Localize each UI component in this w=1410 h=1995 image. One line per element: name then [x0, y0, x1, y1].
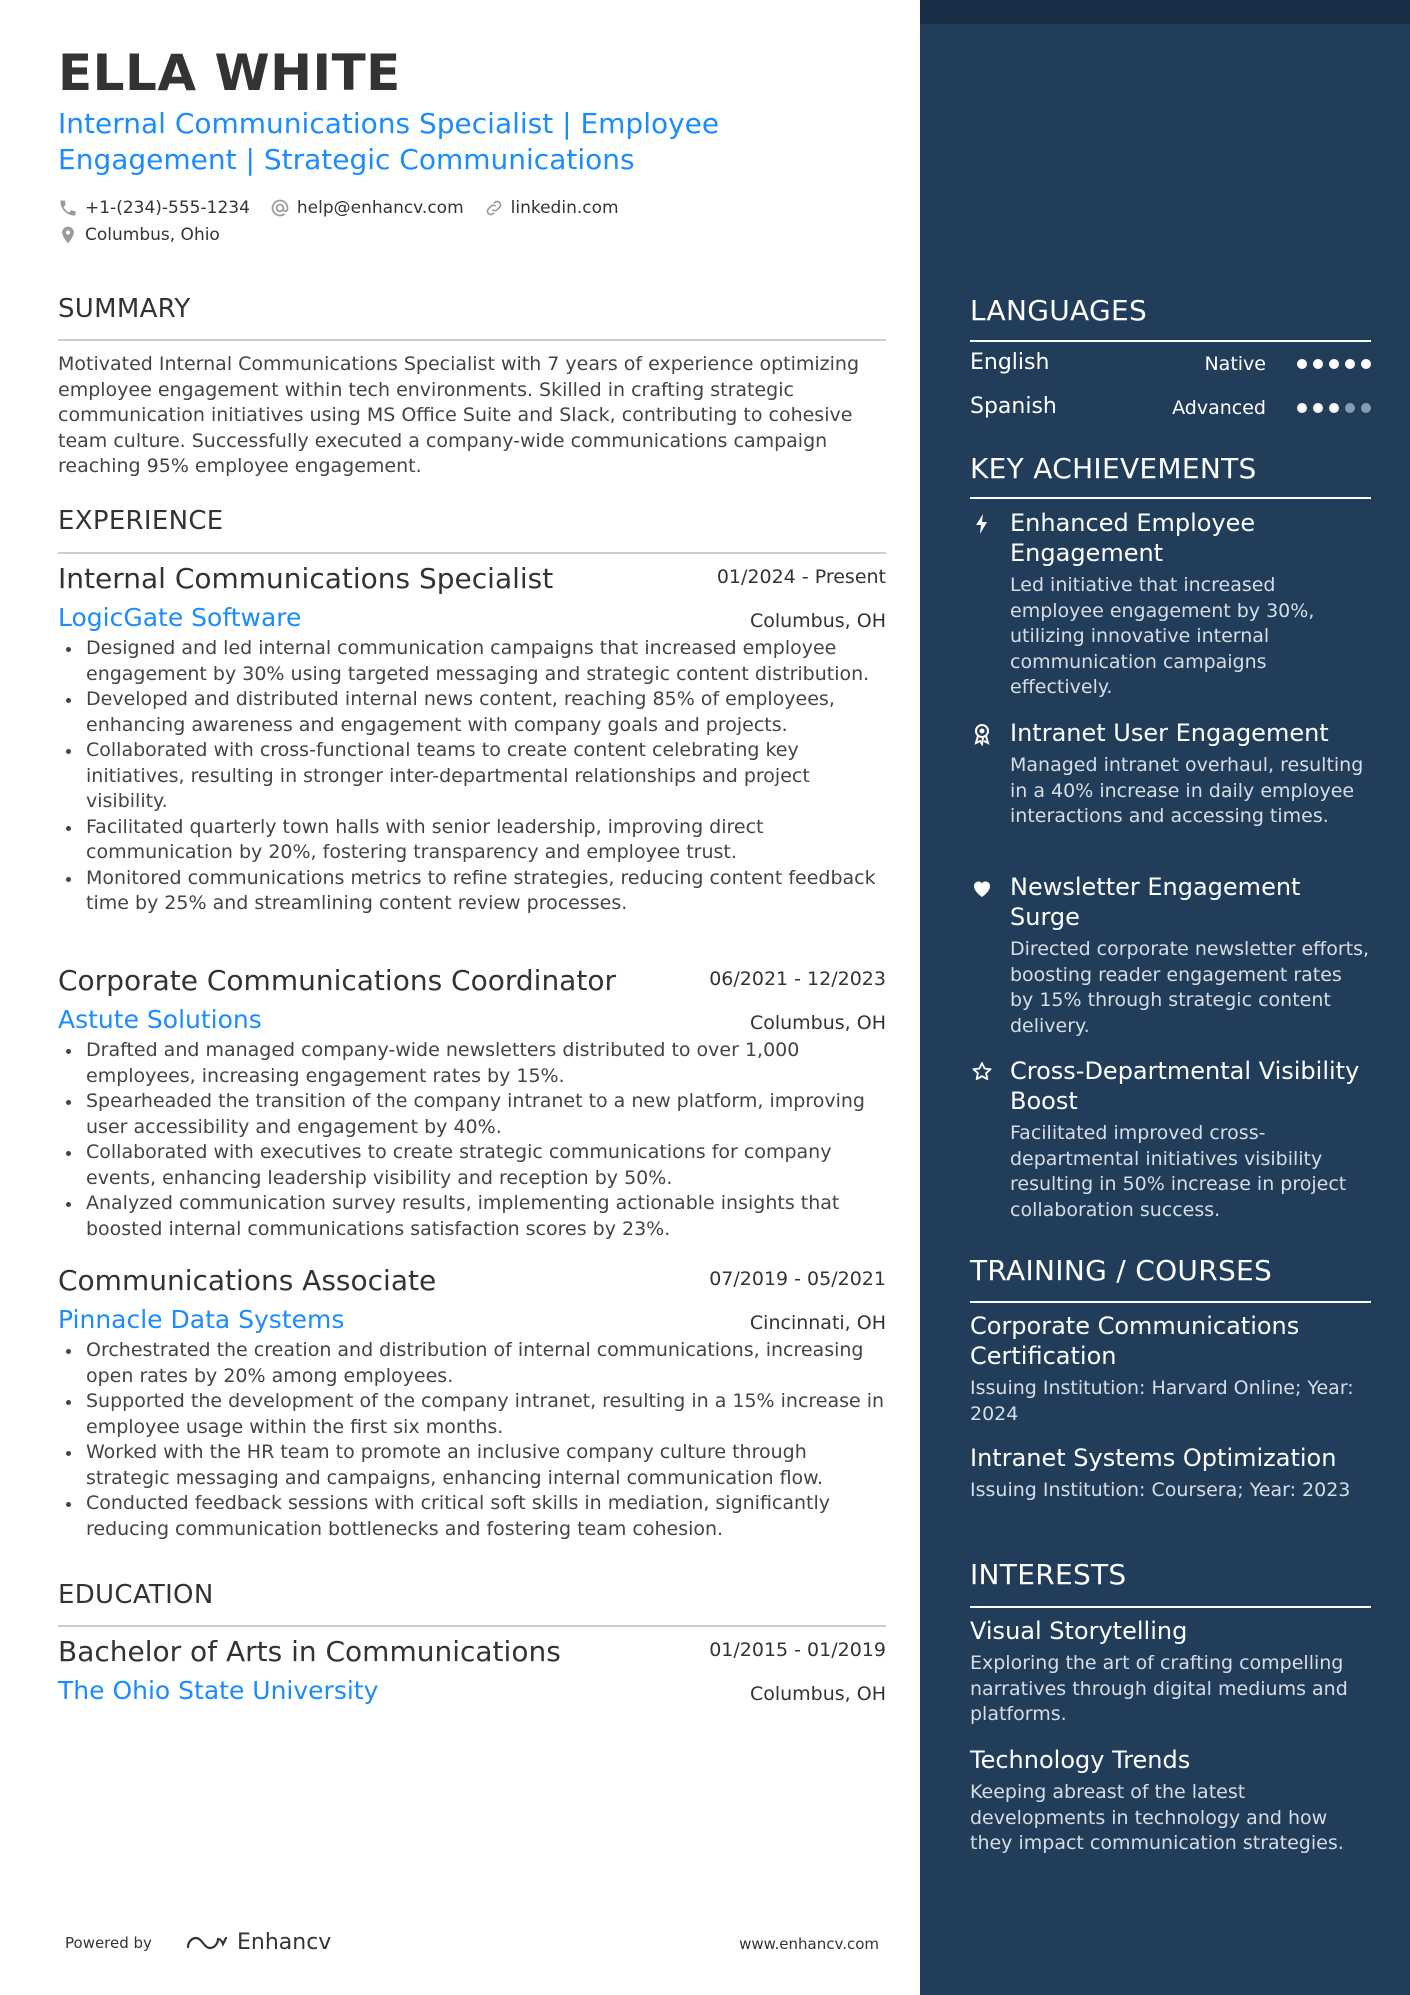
- interest-item: [970, 1616, 1371, 1728]
- email-text[interactable]: help@enhancv.com: [296, 197, 464, 218]
- language-level: Advanced: [1172, 397, 1266, 419]
- interests-divider: [970, 1606, 1371, 1608]
- achievement-item: [970, 508, 1371, 701]
- link-icon: [484, 198, 504, 218]
- education-divider: [58, 1625, 886, 1627]
- course-item: [970, 1443, 1371, 1504]
- proficiency-dots: [1291, 403, 1371, 413]
- proficiency-dot: [1345, 403, 1355, 413]
- star-icon: [970, 1060, 994, 1084]
- phone-text: +1-(234)-555-1234: [85, 197, 250, 218]
- bullet-item: Drafted and managed company-wide newsletters distributed to over 1,000 employees, increasing engagement rates by 15%.: [58, 1038, 886, 1089]
- achievement-item: [970, 1056, 1371, 1223]
- course-title: Corporate Communications Certification: [970, 1312, 1300, 1370]
- sidebar-top-band: [920, 0, 1410, 24]
- achievement-desc: Managed intranet overhaul, resulting in a 40% increase in daily employee interactions and accessing times.: [1010, 754, 1364, 827]
- bullet-item: Analyzed communication survey results, implementing actionable insights that boosted internal communications satisfaction scores by 23%.: [58, 1191, 886, 1242]
- course-desc: Issuing Institution: Harvard Online; Year: 2024: [970, 1377, 1354, 1425]
- enhancv-brand: Enhancv: [237, 1930, 332, 1955]
- bullet-item: Orchestrated the creation and distribution of internal communications, increasing open rates by 20% among employees.: [58, 1338, 886, 1389]
- bullet-item: Facilitated quarterly town halls with senior leadership, improving direct communication by 20%, fostering transparency and employee trust.: [58, 815, 886, 866]
- job-title: Corporate Communications Coordinator: [58, 964, 616, 997]
- school-name: The Ohio State University: [58, 1676, 379, 1705]
- school-location: Columbus, OH: [749, 1683, 886, 1705]
- achievement-title: Newsletter Engagement Surge: [1010, 873, 1301, 931]
- proficiency-dot: [1329, 359, 1339, 369]
- job-company: Astute Solutions: [58, 1005, 262, 1034]
- proficiency-dots: [1291, 359, 1371, 369]
- proficiency-dot: [1297, 359, 1307, 369]
- achievement-item: [970, 718, 1371, 830]
- linkedin-item[interactable]: [484, 198, 619, 218]
- proficiency-dot: [1361, 359, 1371, 369]
- job-entry: [58, 1264, 886, 1542]
- proficiency-dot: [1345, 359, 1355, 369]
- lightning-icon: [970, 512, 994, 536]
- job-dates: 07/2019 - 05/2021: [709, 1268, 886, 1290]
- achievement-title: Cross-Departmental Visibility Boost: [1010, 1057, 1360, 1115]
- at-sign-icon: [270, 198, 290, 218]
- language-name: Spanish: [970, 394, 1057, 419]
- training-heading: TRAINING / COURSES: [970, 1254, 1273, 1287]
- achievement-desc: Directed corporate newsletter efforts, boosting reader engagement rates by 15% through strategic content delivery.: [1010, 938, 1370, 1037]
- language-item: [970, 350, 1371, 380]
- job-entry: [58, 964, 886, 1242]
- job-location: Columbus, OH: [749, 1012, 886, 1034]
- summary-text: Motivated Internal Communications Specialist with 7 years of experience optimizing employee engagement within tech environments. Skilled in crafting strategic communication initiatives using MS Office Suite and Slack, contributing to cohesive team culture. Successfully executed a company-wide communications campaign reaching 95% employee engagement.: [58, 353, 860, 477]
- interest-title: Visual Storytelling: [970, 1617, 1188, 1645]
- sidebar: [920, 0, 1410, 1995]
- interest-desc: Keeping abreast of the latest developments in technology and how they impact communication strategies.: [970, 1781, 1344, 1854]
- bullet-item: Supported the development of the company intranet, resulting in a 15% increase in employee usage within the first six months.: [58, 1389, 886, 1440]
- job-bullets: [58, 1338, 886, 1542]
- candidate-name: ELLA WHITE: [58, 44, 401, 102]
- bullet-item: Collaborated with executives to create strategic communications for company events, enhancing leadership visibility and reception by 50%.: [58, 1140, 886, 1191]
- location-item: [58, 225, 220, 245]
- language-item: [970, 394, 1371, 424]
- bullet-item: Monitored communications metrics to refine strategies, reducing content feedback time by 25% and streamlining content review processes.: [58, 866, 886, 917]
- location-text: Columbus, Ohio: [85, 224, 220, 245]
- job-dates: 06/2021 - 12/2023: [709, 968, 886, 990]
- languages-heading: LANGUAGES: [970, 294, 1148, 327]
- job-location: Cincinnati, OH: [749, 1312, 886, 1334]
- experience-heading: EXPERIENCE: [58, 506, 224, 536]
- award-ribbon-icon: [970, 722, 994, 746]
- interest-title: Technology Trends: [970, 1746, 1191, 1774]
- course-desc: Issuing Institution: Coursera; Year: 2023: [970, 1479, 1351, 1501]
- bullet-item: Developed and distributed internal news content, reaching 85% of employees, enhancing awareness and engagement with company goals and projects.: [58, 687, 886, 738]
- email-item[interactable]: [270, 198, 464, 218]
- job-bullets: [58, 636, 886, 917]
- interests-heading: INTERESTS: [970, 1558, 1127, 1591]
- summary-divider: [58, 339, 886, 341]
- job-bullets: [58, 1038, 886, 1242]
- job-company: LogicGate Software: [58, 603, 302, 632]
- achievement-title: Intranet User Engagement: [1010, 719, 1329, 747]
- summary-heading: SUMMARY: [58, 294, 191, 324]
- job-location: Columbus, OH: [749, 610, 886, 632]
- education-heading: EDUCATION: [58, 1580, 214, 1610]
- proficiency-dot: [1329, 403, 1339, 413]
- bullet-item: Designed and led internal communication campaigns that increased employee engagement by 30% using targeted messaging and strategic content distribution.: [58, 636, 886, 687]
- powered-by-label: Powered by: [65, 1934, 152, 1952]
- map-pin-icon: [58, 225, 78, 245]
- degree-title: Bachelor of Arts in Communications: [58, 1635, 561, 1668]
- achievement-item: [970, 872, 1371, 1039]
- interest-desc: Exploring the art of crafting compelling narratives through digital mediums and platforms.: [970, 1652, 1348, 1725]
- achievement-title: Enhanced Employee Engagement: [1010, 509, 1256, 567]
- heart-icon: [970, 876, 994, 900]
- education-dates: 01/2015 - 01/2019: [709, 1639, 886, 1661]
- proficiency-dot: [1313, 359, 1323, 369]
- interest-item: [970, 1745, 1371, 1857]
- job-entry: [58, 562, 886, 917]
- training-divider: [970, 1301, 1371, 1303]
- experience-divider: [58, 552, 886, 554]
- headline: Internal Communications Specialist | Employee Engagement | Strategic Communications: [58, 107, 720, 176]
- phone-icon: [58, 198, 78, 218]
- bullet-item: Worked with the HR team to promote an inclusive company culture through strategic messaging and campaigns, enhancing internal communication flow.: [58, 1440, 886, 1491]
- course-item: [970, 1311, 1371, 1427]
- bullet-item: Spearheaded the transition of the company intranet to a new platform, improving user accessibility and engagement by 40%.: [58, 1089, 886, 1140]
- education-entry: [58, 1635, 886, 1707]
- enhancv-logo[interactable]: [185, 1930, 331, 1955]
- job-title: Communications Associate: [58, 1264, 437, 1297]
- job-title: Internal Communications Specialist: [58, 562, 554, 595]
- footer: [65, 1930, 879, 1956]
- achievements-heading: KEY ACHIEVEMENTS: [970, 452, 1257, 485]
- footer-website[interactable]: www.enhancv.com: [739, 1935, 879, 1953]
- contact-info: [58, 194, 639, 248]
- phone-item: [58, 198, 250, 218]
- achievement-desc: Led initiative that increased employee engagement by 30%, utilizing innovative internal communication campaigns effectively.: [1010, 574, 1315, 698]
- language-level: Native: [1204, 353, 1266, 375]
- achievement-desc: Facilitated improved cross-departmental initiatives visibility resulting in 50% increase in project collaboration success.: [1010, 1122, 1347, 1221]
- job-company: Pinnacle Data Systems: [58, 1305, 345, 1334]
- bullet-item: Conducted feedback sessions with critical soft skills in mediation, significantly reducing communication bottlenecks and fostering team cohesion.: [58, 1491, 886, 1542]
- proficiency-dot: [1313, 403, 1323, 413]
- language-name: English: [970, 350, 1050, 375]
- proficiency-dot: [1297, 403, 1307, 413]
- achievements-divider: [970, 497, 1371, 499]
- enhancv-logo-icon: [185, 1931, 231, 1955]
- job-dates: 01/2024 - Present: [716, 566, 886, 588]
- course-title: Intranet Systems Optimization: [970, 1444, 1337, 1472]
- linkedin-text[interactable]: linkedin.com: [510, 197, 619, 218]
- bullet-item: Collaborated with cross-functional teams to create content celebrating key initiatives, resulting in stronger inter-departmental relationships and project visibility.: [58, 738, 886, 815]
- proficiency-dot: [1361, 403, 1371, 413]
- languages-divider: [970, 340, 1371, 342]
